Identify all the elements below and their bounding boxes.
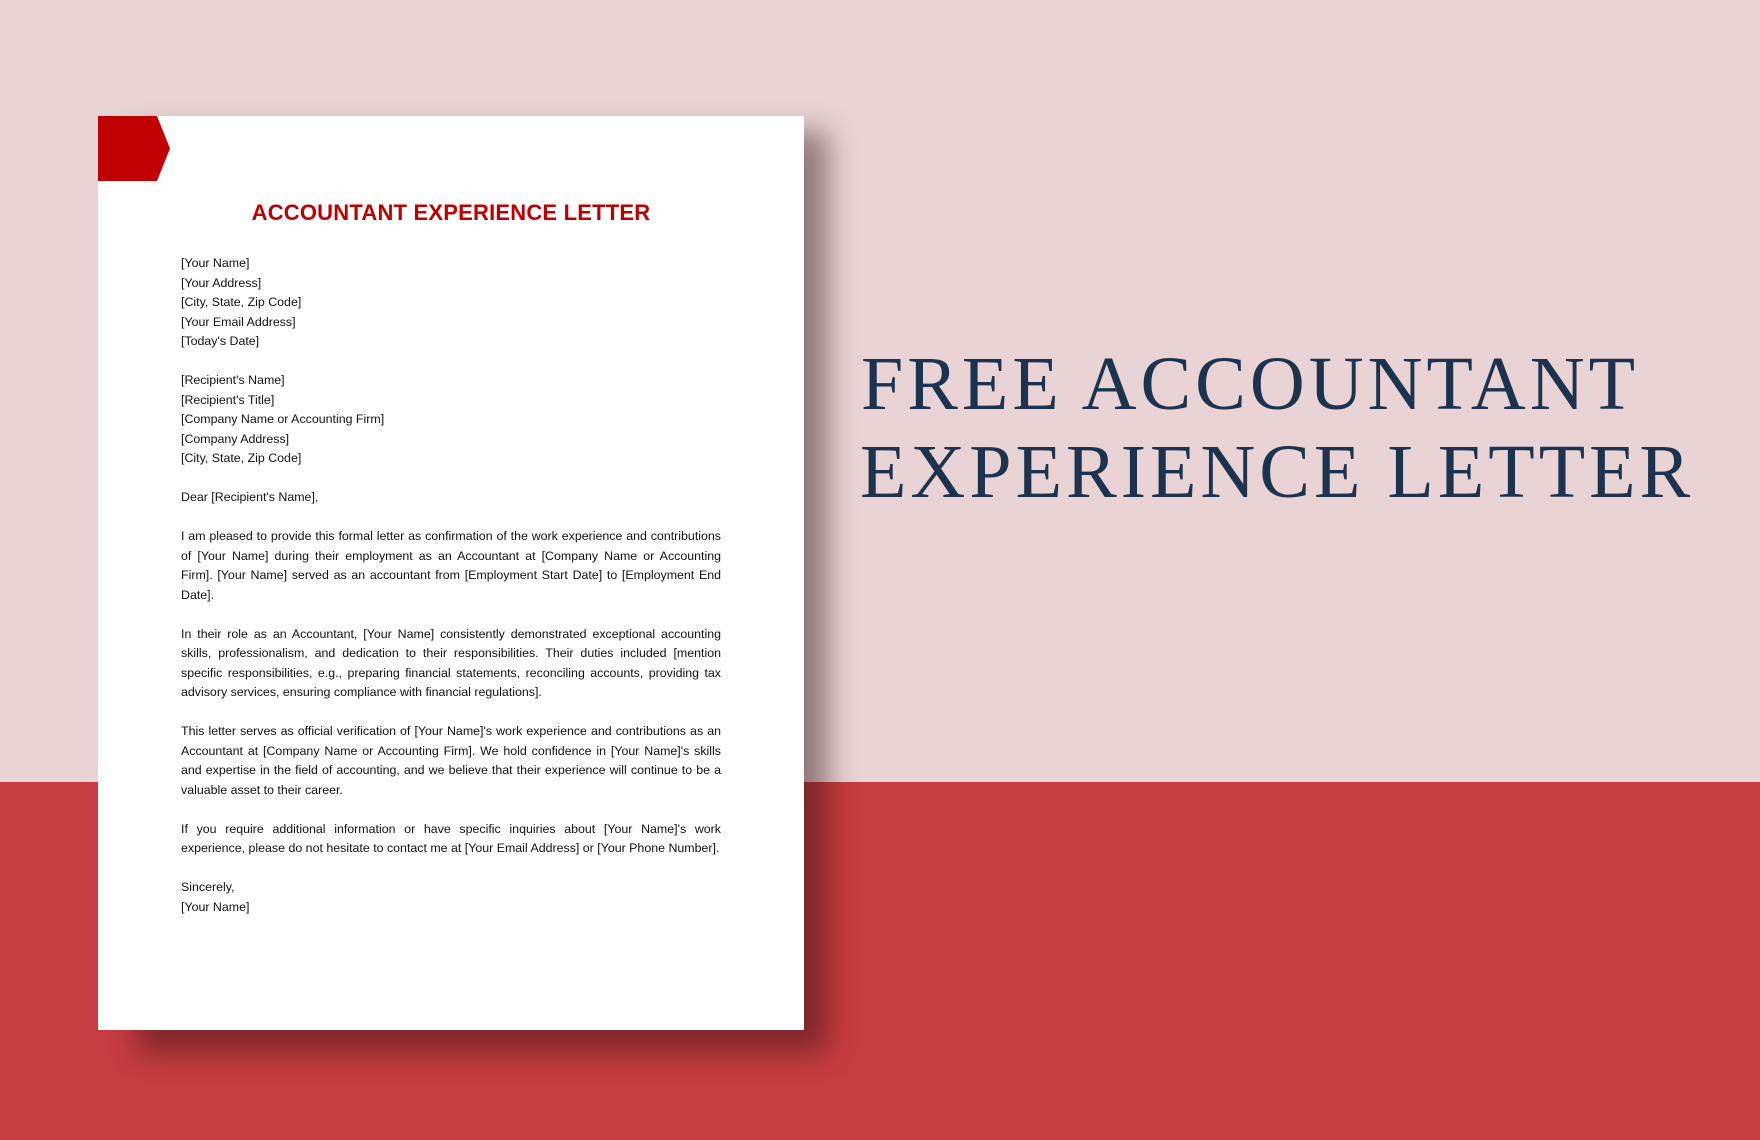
sender-email: [Your Email Address] xyxy=(181,314,296,329)
body-paragraph-3: This letter serves as official verification of [Your Name]'s work experience and contributions as an Accountant at [Company Name or Accounting Firm]. We hold confidence in [Your Name]'s skills and expertise in the field of accounting, and we believe that their experience will continue to be a valuable asset to their career. xyxy=(181,724,721,797)
recipient-company: [Company Name or Accounting Firm] xyxy=(181,412,385,426)
sender-address-block xyxy=(181,254,721,352)
corner-tab-decoration xyxy=(98,116,170,181)
salutation: Dear [Recipient's Name], xyxy=(181,490,319,504)
body-paragraph-2: In their role as an Accountant, [Your Name] consistently demonstrated exceptional accounting skills, professionalism, and dedication to their responsibilities. Their duties included [mention specific responsibilities, e.g., preparing financial statements, reconciling accounts, providing tax advisory services, ensuring compliance with financial regulations]. xyxy=(181,626,721,699)
letter-title: ACCOUNTANT EXPERIENCE LETTER xyxy=(251,200,651,225)
recipient-city: [City, State, Zip Code] xyxy=(181,451,302,465)
recipient-company-address: [Company Address] xyxy=(181,431,290,446)
signature-name: [Your Name] xyxy=(181,899,250,914)
recipient-address-block xyxy=(181,371,721,469)
promo-headline-line-2: EXPERIENCE LETTER xyxy=(860,430,1695,514)
body-paragraph-4: If you require additional information or have specific inquiries about [Your Name]'s work experience, please do not hesitate to contact me at [Your Email Address] or [Your Phone Number]. xyxy=(181,821,721,855)
promo-headline xyxy=(860,340,1695,516)
sender-address: [Your Address] xyxy=(181,275,262,290)
recipient-name: [Recipient's Name] xyxy=(181,373,285,387)
closing: Sincerely, xyxy=(181,880,235,894)
sender-name: [Your Name] xyxy=(181,256,250,270)
letter-document-page xyxy=(98,116,804,1030)
letter-body xyxy=(181,254,721,917)
recipient-title: [Recipient's Title] xyxy=(181,392,275,407)
sender-date: [Today's Date] xyxy=(181,334,260,348)
promo-headline-line-1: FREE ACCOUNTANT xyxy=(860,342,1640,426)
sender-city: [City, State, Zip Code] xyxy=(181,295,302,309)
body-paragraph-1: I am pleased to provide this formal letter as confirmation of the work experience and contributions of [Your Name] during their employment as an Accountant at [Company Name or Accounting Firm]. [Your Name] served as an accountant from [Employment Start Date] to [Employment End Date]. xyxy=(181,529,721,602)
